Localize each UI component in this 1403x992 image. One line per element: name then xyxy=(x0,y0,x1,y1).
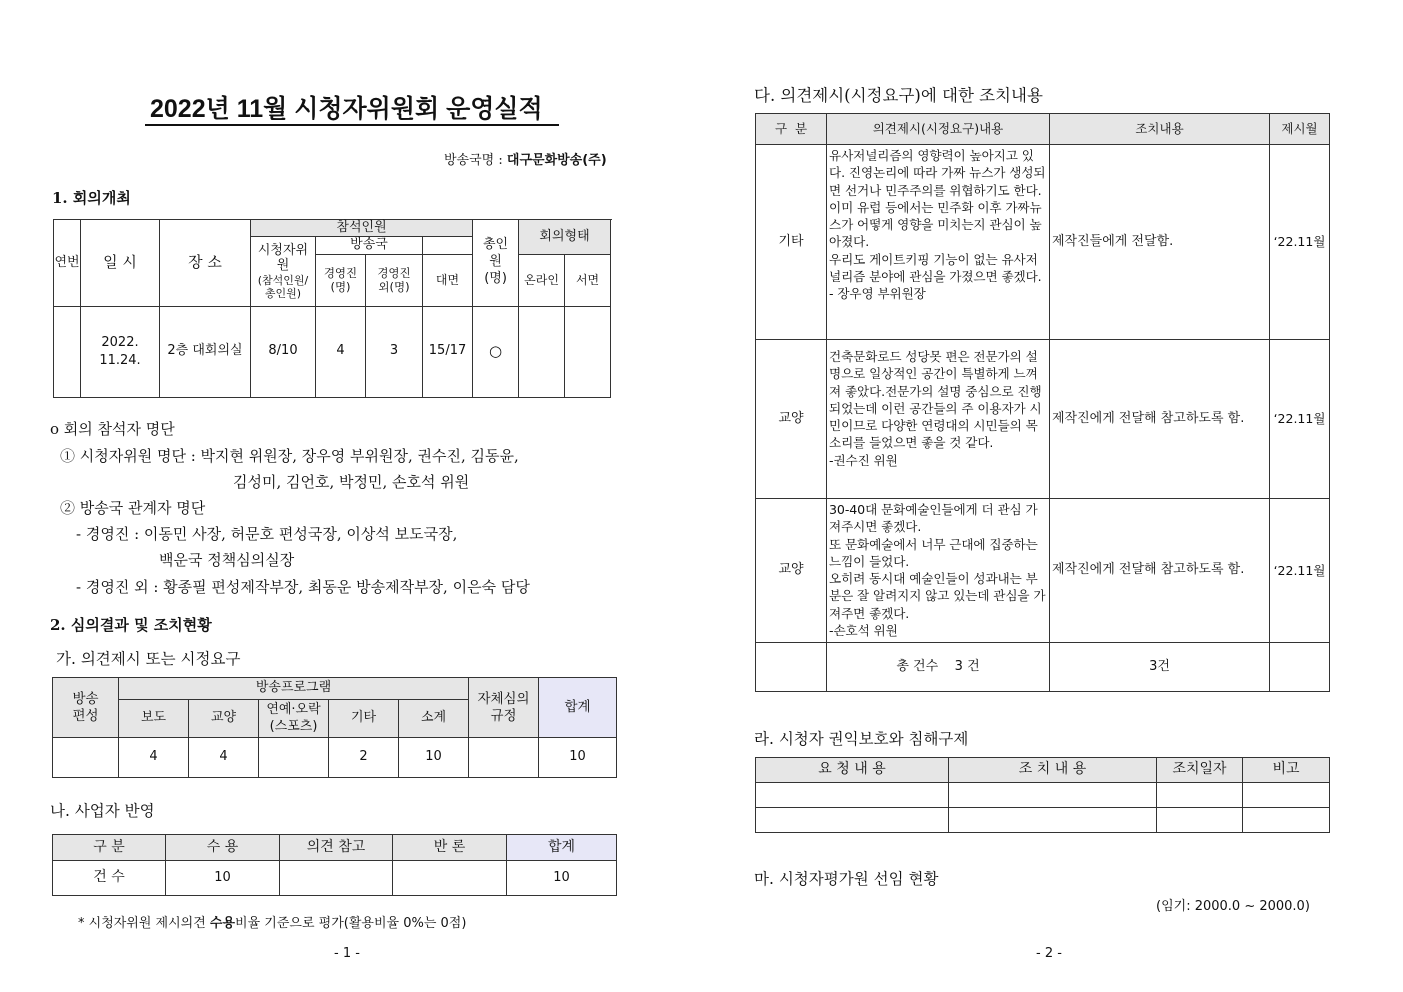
opinion-author: - 장우영 부위원장 xyxy=(829,286,926,302)
opinion-author: -권수진 위원 xyxy=(829,452,898,468)
opinion-paragraph: 이미 유럽 등에서는 민주화 이후 가짜뉴스가 어떻게 영향을 미치는지 관심이 높아졌다. xyxy=(829,199,1042,250)
culture-header: 교양 xyxy=(189,700,259,738)
action-row1-cat: 기타 xyxy=(756,145,827,340)
action-total-month xyxy=(1270,643,1330,692)
rights-request-header: 요 청 내 용 xyxy=(756,758,949,783)
col-no-header: 연번 xyxy=(54,220,81,307)
val-subtotal: 10 xyxy=(399,738,469,778)
footnote-pre: * 시청자위원 제시의견 xyxy=(78,916,210,931)
meeting-table xyxy=(53,219,611,398)
subsection-ma: 마. 시청자평가원 선임 현황 xyxy=(754,870,939,888)
opinion-paragraph: 30-40대 문화예술인들에게 더 관심 가져주시면 좋겠다. xyxy=(829,502,1038,535)
action-opinion-header: 의견제시(시정요구)내용 xyxy=(827,114,1050,145)
reflect-ref-header: 의견 참고 xyxy=(280,835,393,861)
val-culture: 4 xyxy=(189,738,259,778)
action-table xyxy=(755,113,1330,692)
rights-cell xyxy=(1243,783,1330,808)
reflect-accept: 10 xyxy=(166,861,280,896)
viewer-list-line2: 김성미, 김언호, 박정민, 손호석 위원 xyxy=(233,473,470,491)
row-mgmt: 4 xyxy=(316,306,366,397)
rights-cell xyxy=(949,783,1157,808)
footnote-bold: 수용 xyxy=(209,916,236,931)
broadcaster-name: 대구문화방송(주) xyxy=(506,153,607,168)
broadcast-header: 방송편성 xyxy=(53,678,119,738)
val-news: 4 xyxy=(119,738,189,778)
term-note: (임기: 2000.0 ~ 2000.0) xyxy=(1156,899,1310,914)
mgmt-header: 경영진(명) xyxy=(316,254,366,306)
row-viewer: 8/10 xyxy=(251,306,316,397)
online-header: 온라인 xyxy=(519,254,565,306)
action-month-header: 제시월 xyxy=(1270,114,1330,145)
opinion-author: -손호석 위원 xyxy=(829,623,898,639)
reflect-row-label: 건 수 xyxy=(53,861,166,896)
rights-cell xyxy=(756,783,949,808)
program-table xyxy=(52,677,617,778)
action-row3-opinion xyxy=(827,499,1050,643)
rights-cell xyxy=(756,808,949,833)
total-header: 총인원(명) xyxy=(473,220,519,307)
non-mgmt-header: 경영진외(명) xyxy=(366,254,423,306)
viewer-header xyxy=(251,237,316,306)
entertain-header: 연예·오락(스포츠) xyxy=(259,700,329,738)
action-row1-month: ‘22.11월 xyxy=(1270,145,1330,340)
action-action-header: 조치내용 xyxy=(1050,114,1270,145)
rights-cell xyxy=(949,808,1157,833)
footnote xyxy=(78,912,466,931)
rights-cell xyxy=(1157,808,1243,833)
action-row xyxy=(756,340,1330,499)
action-row xyxy=(756,145,1330,340)
action-row3-action: 제작진에게 전달해 참고하도록 함. xyxy=(1050,499,1270,643)
row-non-mgmt: 3 xyxy=(366,306,423,397)
opinion-paragraph: 오히려 동시대 예술인들이 성과내는 부분은 잘 알려지지 않고 있는데 관심을 가져주면 좋겠다. xyxy=(829,571,1046,621)
action-total-label: 총 건수 3 건 xyxy=(827,643,1050,692)
station-list-heading: ② 방송국 관계자 명단 xyxy=(60,499,206,517)
opinion-paragraph: 또 문화예술에서 너무 근대에 집중하는 느낌이 들었다. xyxy=(829,536,1038,569)
section2-heading: 2. 심의결과 및 조치현황 xyxy=(50,616,212,634)
viewer-header-sub: (참석인원/총인원) xyxy=(257,273,309,300)
subtotal-header: 소계 xyxy=(399,700,469,738)
programs-header: 방송프로그램 xyxy=(119,678,469,700)
reflect-accept-header: 수 용 xyxy=(166,835,280,861)
row-no xyxy=(54,306,81,397)
subsection-na: 나. 사업자 반영 xyxy=(50,802,155,820)
page2-number: - 2 - xyxy=(1036,946,1062,961)
news-header: 보도 xyxy=(119,700,189,738)
row-date: 2022. 11.24. xyxy=(81,306,160,397)
val-sum: 10 xyxy=(539,738,617,778)
sum-header: 합계 xyxy=(539,678,617,738)
broadcaster xyxy=(444,149,607,168)
attendance-header: 참석인원 xyxy=(251,220,473,237)
action-row xyxy=(756,499,1330,643)
subsection-ga: 가. 의견제시 또는 시정요구 xyxy=(56,650,241,668)
action-row1-opinion xyxy=(827,145,1050,340)
row-place: 2층 대회의실 xyxy=(160,306,251,397)
page1-number: - 1 - xyxy=(334,946,360,961)
mgmt-list-line1: - 경영진 : 이동민 사장, 허문호 편성국장, 이상석 보도국장, xyxy=(76,525,458,543)
row-written xyxy=(565,306,611,397)
val-entertain xyxy=(259,738,329,778)
rights-date-header: 조치일자 xyxy=(1157,758,1243,783)
val-self xyxy=(469,738,539,778)
opinion-paragraph: 우리도 게이트키핑 기능이 없는 유사저널리즘 분야에 관심을 가졌으면 좋겠다. xyxy=(829,251,1042,285)
subsection-da: 다. 의견제시(시정요구)에 대한 조치내용 xyxy=(754,86,1043,105)
rights-cell xyxy=(1157,783,1243,808)
format-header: 회의형태 xyxy=(519,220,611,255)
action-row2-opinion xyxy=(827,340,1050,499)
reflect-sum-header: 합계 xyxy=(507,835,617,861)
mgmt-list-line2: 백운국 정책심의실장 xyxy=(159,551,295,569)
reflect-sum: 10 xyxy=(507,861,617,896)
col-date-header: 일 시 xyxy=(81,220,160,307)
action-row1-action: 제작진들에게 전달함. xyxy=(1050,145,1270,340)
reflect-rebut xyxy=(393,861,507,896)
action-row3-cat: 교양 xyxy=(756,499,827,643)
written-header: 서면 xyxy=(565,254,611,306)
action-total-action: 3건 xyxy=(1050,643,1270,692)
footnote-post: 비율 기준으로 평가(활용비율 0%는 0점) xyxy=(235,916,467,931)
action-cat-header: 구 분 xyxy=(756,114,827,145)
other-header: 기타 xyxy=(329,700,399,738)
viewer-header-label: 시청자위원 xyxy=(257,242,309,274)
title-underline xyxy=(145,124,559,126)
action-total-blank xyxy=(756,643,827,692)
non-mgmt-list: - 경영진 외 : 황종필 편성제작부장, 최동운 방송제작부장, 이은숙 담당 xyxy=(76,578,530,596)
rights-table xyxy=(755,757,1330,833)
row-total: 15/17 xyxy=(423,306,473,397)
reflect-table xyxy=(52,834,617,896)
row-online xyxy=(519,306,565,397)
inperson-header: 대면 xyxy=(423,254,473,306)
attendees-heading: o 회의 참석자 명단 xyxy=(50,420,175,438)
rights-note-header: 비고 xyxy=(1243,758,1330,783)
section1-heading: 1. 회의개최 xyxy=(52,189,131,207)
rights-cell xyxy=(1243,808,1330,833)
broadcaster-label: 방송국명 : xyxy=(444,153,507,168)
viewer-list-line1: ① 시청자위원 명단 : 박지현 위원장, 장우영 부위원장, 권수진, 김동윤, xyxy=(60,447,519,465)
page-title: 2022년 11월 시청자위원회 운영실적 xyxy=(150,95,543,123)
reflect-ref xyxy=(280,861,393,896)
action-row2-action: 제작진에게 전달해 참고하도록 함. xyxy=(1050,340,1270,499)
station-header: 방송국 xyxy=(316,237,423,254)
rights-action-header: 조 치 내 용 xyxy=(949,758,1157,783)
opinion-paragraph: 건축문화로드 성당못 편은 전문가의 설명으로 일상적인 공간이 특별하게 느껴져 좋았다.전문가의 설명 중심으로 진행되었는데 이런 공간들의 주 이용자가 시민이므로 다양한 연령대의 시민들의 목소리를 들었으면 좋을 것 같다. xyxy=(829,349,1042,451)
col-place-header: 장 소 xyxy=(160,220,251,307)
row-inperson: ○ xyxy=(473,306,519,397)
val-other: 2 xyxy=(329,738,399,778)
action-row2-cat: 교양 xyxy=(756,340,827,499)
opinion-paragraph: 유사저널리즘의 영향력이 높아지고 있다. 진영논리에 따라 가짜 뉴스가 생성되면 선거나 민주주의를 위협하기도 한다. xyxy=(829,148,1046,198)
action-row2-month: ‘22.11월 xyxy=(1270,340,1330,499)
val-broadcast xyxy=(53,738,119,778)
action-row3-month: ‘22.11월 xyxy=(1270,499,1330,643)
reflect-cat-header: 구 분 xyxy=(53,835,166,861)
subsection-ra: 라. 시청자 권익보호와 침해구제 xyxy=(754,730,969,748)
self-review-header: 자체심의규정 xyxy=(469,678,539,738)
reflect-rebut-header: 반 론 xyxy=(393,835,507,861)
